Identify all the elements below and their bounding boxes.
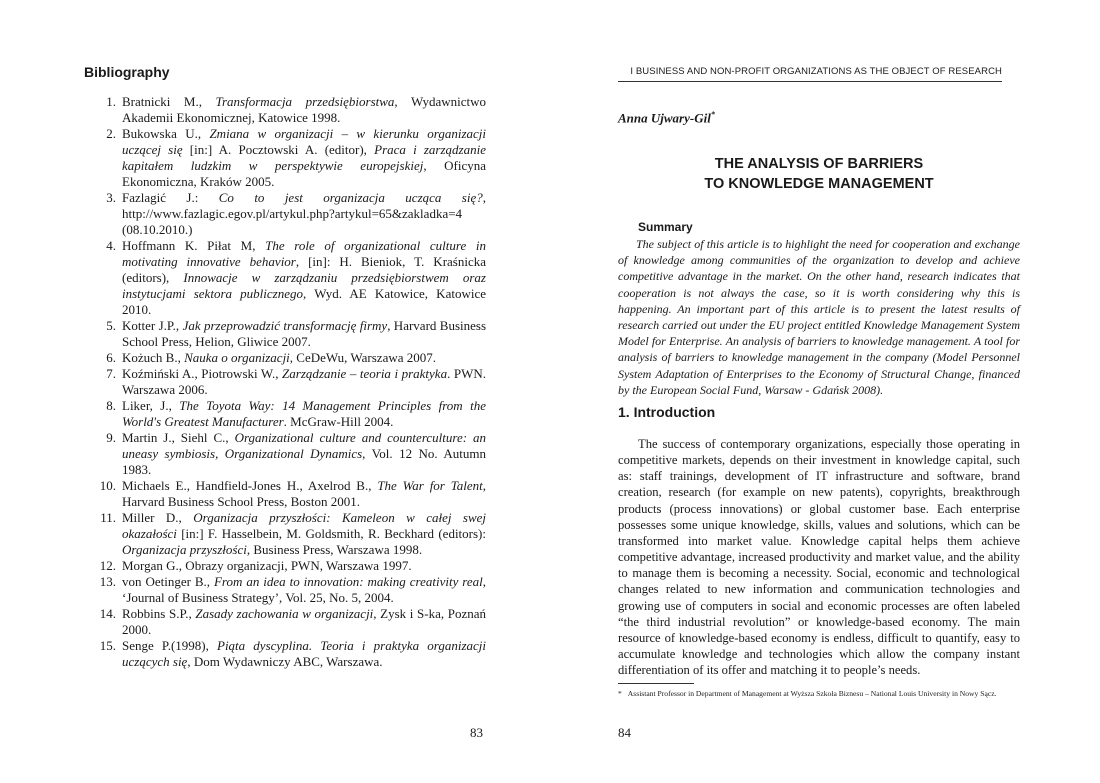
- bibliography-title-segment: Nauka o organizacji: [184, 350, 290, 365]
- bibliography-entry-number: 1.: [106, 94, 116, 109]
- footnote-divider: [618, 683, 694, 684]
- running-head: I BUSINESS AND NON-PROFIT ORGANIZATIONS AS THE OBJECT OF RESEARCH: [618, 66, 1002, 82]
- bibliography-text-segment: . McGraw-Hill 2004.: [283, 414, 394, 429]
- bibliography-title-segment: Zarządzanie – teoria i praktyka: [282, 366, 448, 381]
- bibliography-title-segment: Zasady zachowania w organizacji: [195, 606, 374, 621]
- bibliography-title-segment: From an idea to innovation: making creativity real: [213, 574, 483, 589]
- bibliography-text-segment: Koźmiński A., Piotrowski W.,: [122, 366, 283, 381]
- bibliography-entry-number: 2.: [106, 126, 116, 141]
- bibliography-text-segment: Bratnicki M.,: [122, 94, 216, 109]
- bibliography-entry-number: 13.: [99, 574, 116, 589]
- bibliography-text-segment: Kożuch B.,: [122, 350, 185, 365]
- summary-text: The subject of this article is to highlight the need for cooperation and exchange of knowledge among communities of the organization to develop and achieve competitive advantage in the market. On the other hand, research indicates that cooperation is not always the case, so it is worth considering why this is happening. An important part of this article is to present the latest results of research carried out under the EU project entitled Knowledge Management System Model for Enterprise. An analysis of barriers to knowledge management. A tool for analysis of barriers to knowledge management in the company (Model Personnel System Adaptation of Enterprises to the Economy of Structural Change, financed by the European Social Fund, Warsaw - Gdańsk 2008).: [618, 237, 1020, 397]
- bibliography-title-segment: Jak przeprowadzić transformację firmy: [182, 318, 388, 333]
- bibliography-entry-number: 8.: [106, 398, 116, 413]
- author-name-text: Anna Ujwary-Gil: [618, 110, 711, 126]
- bibliography-text-segment: Bukowska U.,: [122, 126, 210, 141]
- bibliography-entry: [84, 510, 486, 558]
- bibliography-entry: [84, 318, 486, 350]
- bibliography-text-segment: , Oficyna Ekonomiczna, Kraków 2005.: [122, 158, 486, 189]
- bibliography-entry-text: [122, 94, 486, 126]
- bibliography-entry-number: 14.: [99, 606, 116, 621]
- bibliography-text-segment: , CeDeWu, Warszawa 2007.: [289, 350, 436, 365]
- author-footnote-mark: *: [710, 110, 715, 119]
- bibliography-entry: [84, 238, 486, 318]
- bibliography-text-segment: , Business Press, Warszawa 1998.: [246, 542, 423, 557]
- bibliography-title-segment: Zmiana w organizacji – w kierunku organizacji uczącej się: [122, 126, 486, 157]
- bibliography-title-segment: The War for Talent: [377, 478, 483, 493]
- bibliography-text-segment: Miller D.,: [122, 510, 194, 525]
- bibliography-text-segment: Senge P.(1998),: [122, 638, 217, 653]
- bibliography-entry-text: [122, 318, 486, 350]
- bibliography-entry-text: [122, 238, 486, 318]
- bibliography-entry: [84, 478, 486, 510]
- author-name: [618, 110, 715, 126]
- bibliography-entry-number: 4.: [106, 238, 116, 253]
- bibliography-entry: [84, 94, 486, 126]
- bibliography-entry-number: 11.: [100, 510, 116, 525]
- article-title-line-2: TO KNOWLEDGE MANAGEMENT: [704, 176, 934, 192]
- bibliography-entry: [84, 350, 486, 366]
- bibliography-title-segment: Organizacja przyszłości: [122, 542, 247, 557]
- bibliography-entry: [84, 430, 486, 478]
- bibliography-entry-text: [122, 558, 486, 574]
- section-heading-introduction: 1. Introduction: [618, 404, 716, 420]
- bibliography-text-segment: von Oetinger B.,: [122, 574, 214, 589]
- bibliography-entry-number: 7.: [106, 366, 116, 381]
- bibliography-entry-text: [122, 510, 486, 558]
- bibliography-entry-number: 9.: [106, 430, 116, 445]
- bibliography-text-segment: , Wyd. AE Katowice, Katowice 2010.: [122, 286, 486, 317]
- bibliography-text-segment: Fazlagić J.:: [122, 190, 219, 205]
- bibliography-title-segment: Praca i zarządzanie kapitałem ludzkim w perspektywie europejskiej: [122, 142, 486, 173]
- bibliography-title-segment: Innowacje w zarządzaniu przedsiębiorstwem oraz instytucjami sektora publicznego: [122, 270, 486, 301]
- bibliography-title-segment: Transformacja przedsiębiorstwa: [215, 94, 395, 109]
- bibliography-title-segment: The role of organizational culture in motivating innovative behavior: [122, 238, 486, 269]
- bibliography-text-segment: Morgan G., Obrazy organizacji, PWN, Warszawa 1997.: [122, 558, 412, 573]
- bibliography-title-segment: Piąta dyscyplina. Teoria i praktyka organizacji uczących się: [122, 638, 486, 669]
- bibliography-entry-text: [122, 190, 486, 238]
- bibliography-text-segment: , Zysk i S-ka, Poznań 2000.: [122, 606, 486, 637]
- bibliography-entry-text: [122, 430, 486, 478]
- bibliography-entry-number: 15.: [99, 638, 116, 653]
- bibliography-entry-number: 6.: [106, 350, 116, 365]
- bibliography-entry-text: [122, 398, 486, 430]
- bibliography-entry-number: 3.: [106, 190, 116, 205]
- bibliography-title-segment: Co to jest organizacja ucząca się?: [218, 190, 483, 205]
- bibliography-entry-text: [122, 574, 486, 606]
- bibliography-entry-text: [122, 638, 486, 670]
- bibliography-text-segment: , [in]: H. Bieniok, T. Kraśnicka (editors),: [122, 254, 487, 285]
- bibliography-text-segment: [in:] A. Pocztowski A. (editor),: [182, 142, 375, 157]
- article-title-line-1: THE ANALYSIS OF BARRIERS: [714, 156, 924, 172]
- bibliography-text-segment: , Harvard Business School Press, Boston 2001.: [122, 478, 486, 509]
- bibliography-list: [84, 94, 486, 670]
- bibliography-entry: [84, 190, 486, 238]
- bibliography-entry: [84, 574, 486, 606]
- bibliography-entry-text: [122, 366, 486, 398]
- bibliography-entry: [84, 558, 486, 574]
- bibliography-heading: Bibliography: [84, 64, 170, 80]
- bibliography-text-segment: , Wydawnictwo Akademii Ekonomicznej, Katowice 1998.: [122, 94, 486, 125]
- summary-heading: Summary: [638, 220, 693, 234]
- bibliography-entry-text: [122, 126, 486, 190]
- bibliography-entry: [84, 398, 486, 430]
- bibliography-text-segment: , Vol. 12 No. Autumn 1983.: [122, 446, 486, 477]
- bibliography-entry: [84, 606, 486, 638]
- bibliography-entry-text: [122, 350, 486, 366]
- introduction-text: The success of contemporary organizations, especially those operating in competitive markets, depends on their investment in knowledge capital, such as: staff trainings, development of IT infrastructure and software, brand creation, research (for example on new patents), copyrights, breakthrough products (process innovations) or global customer base. Each enterprise possesses some unique knowledge, skills, values and solutions, which can be transformed into market value. Knowledge capital helps them achieve competitive advantage, increased productivity and market value, and the ability to manage them is becoming a necessity. Social, economic and technological changes related to new information and communication technologies and growing use of computers in social and economic processes are often labeled “the third industrial revolution” or knowledge-based economy. The main resource of knowledge-based economy is endless, difficult to quantify, easy to accumulate knowledge and technologies which allow the company instant differentiation of its offer and matching it to people’s needs.: [618, 437, 1020, 678]
- bibliography-title-segment: The Toyota Way: 14 Management Principles from the World's Greatest Manufacturer: [122, 398, 486, 429]
- bibliography-entry-number: 12.: [99, 558, 116, 573]
- bibliography-text-segment: Hoffmann K. Piłat M,: [122, 238, 266, 253]
- bibliography-title-segment: Organizational culture and counterculture: an uneasy symbiosis, Organizational Dynamics: [122, 430, 486, 461]
- page-number-left: 83: [470, 725, 483, 740]
- bibliography-entry-number: 5.: [106, 318, 116, 333]
- bibliography-text-segment: , http://www.fazlagic.egov.pl/artykul.php?artykul=65&zakladka=4 (08.10.2010.): [122, 190, 486, 237]
- right-page: [550, 0, 1100, 783]
- bibliography-text-segment: . PWN. Warszawa 2006.: [122, 366, 486, 397]
- bibliography-text-segment: , Harvard Business School Press, Helion, Gliwice 2007.: [122, 318, 486, 349]
- bibliography-text-segment: Michaels E., Handfield-Jones H., Axelrod B.,: [122, 478, 378, 493]
- bibliography-entry-number: 10.: [99, 478, 116, 493]
- bibliography-text-segment: , Dom Wydawniczy ABC, Warszawa.: [187, 654, 383, 669]
- footnote-text: Assistant Professor in Department of Management at Wyższa Szkoła Biznesu – National Louis University in Nowy Sącz.: [627, 689, 997, 698]
- bibliography-text-segment: Kotter J.P.,: [122, 318, 183, 333]
- bibliography-title-segment: Organizacja przyszłości: Kameleon w całej swej okazałości: [122, 510, 486, 541]
- bibliography-text-segment: [in:] F. Hasselbein, M. Goldsmith, R. Beckhard (editors):: [176, 526, 486, 541]
- bibliography-entry: [84, 638, 486, 670]
- page-number-right: 84: [618, 725, 631, 740]
- bibliography-entry-text: [122, 606, 486, 638]
- bibliography-text-segment: Robbins S.P.,: [122, 606, 196, 621]
- bibliography-entry-text: [122, 478, 486, 510]
- bibliography-text-segment: Liker, J.,: [122, 398, 180, 413]
- footnote: [618, 689, 1038, 699]
- bibliography-text-segment: , ‘Journal of Business Strategy’, Vol. 25, No. 5, 2004.: [122, 574, 486, 605]
- bibliography-text-segment: Martin J., Siehl C.,: [122, 430, 235, 445]
- footnote-mark: *: [618, 689, 622, 698]
- bibliography-entry: [84, 126, 486, 190]
- article-title: [618, 154, 1020, 194]
- bibliography-entry: [84, 366, 486, 398]
